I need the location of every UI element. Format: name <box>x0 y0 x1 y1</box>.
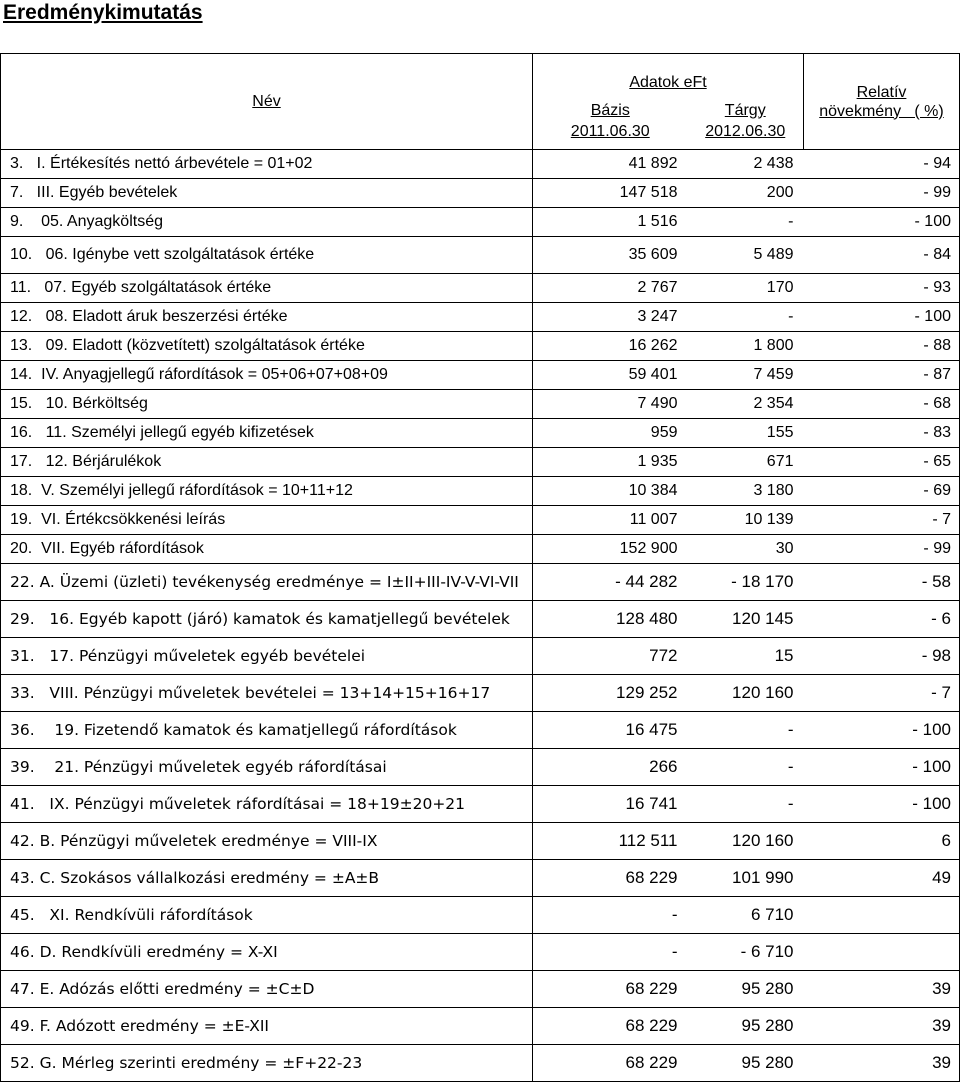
row-relative-value: - 68 <box>804 390 960 419</box>
page-title: Eredménykimutatás <box>3 1 203 24</box>
row-target-value: - 6 710 <box>688 934 804 971</box>
row-base-value: 266 <box>533 749 688 786</box>
row-target-value: 2 354 <box>688 390 804 419</box>
row-relative-value: - 65 <box>804 448 960 477</box>
row-target-value: 120 160 <box>688 823 804 860</box>
row-name: 45. XI. Rendkívüli ráfordítások <box>1 897 533 934</box>
row-name: 33. VIII. Pénzügyi műveletek bevételei = 13+14+15+16+17 <box>1 675 533 712</box>
row-name: 18. V. Személyi jellegű ráfordítások = 10+11+12 <box>1 477 533 506</box>
row-name: 36. 19. Fizetendő kamatok és kamatjellegű ráfordítások <box>1 712 533 749</box>
row-relative-value: - 100 <box>804 786 960 823</box>
table-row <box>1 860 960 897</box>
row-name: 19. VI. Értékcsökkenési leírás <box>1 506 533 535</box>
row-target-value: 15 <box>688 638 804 675</box>
row-name: 11. 07. Egyéb szolgáltatások értéke <box>1 274 533 303</box>
row-base-value: 128 480 <box>533 601 688 638</box>
row-target-value: - 18 170 <box>688 564 804 601</box>
row-base-value: 16 475 <box>533 712 688 749</box>
row-relative-value: - 7 <box>804 675 960 712</box>
table-row <box>1 1008 960 1045</box>
row-target-value: 95 280 <box>688 971 804 1008</box>
row-name: 7. III. Egyéb bevételek <box>1 179 533 208</box>
row-name: 17. 12. Bérjárulékok <box>1 448 533 477</box>
row-base-value: 1 516 <box>533 208 688 237</box>
table-row <box>1 675 960 712</box>
row-target-value: 120 160 <box>688 675 804 712</box>
row-relative-value: - 88 <box>804 332 960 361</box>
row-name: 20. VII. Egyéb ráfordítások <box>1 535 533 564</box>
table-row <box>1 564 960 601</box>
row-base-value: 16 741 <box>533 786 688 823</box>
row-base-value: - <box>533 934 688 971</box>
header-target-date: 2012.06.30 <box>705 122 786 140</box>
header-base-label: Bázis <box>590 101 630 119</box>
row-relative-value: - 98 <box>804 638 960 675</box>
row-relative-value: 6 <box>804 823 960 860</box>
table-row <box>1 237 960 274</box>
header-relative-line1: Relatív <box>856 83 907 101</box>
row-base-value: 59 401 <box>533 361 688 390</box>
row-name: 10. 06. Igénybe vett szolgáltatások értéke <box>1 237 533 274</box>
row-target-value: 10 139 <box>688 506 804 535</box>
row-base-value: - <box>533 897 688 934</box>
table-row <box>1 823 960 860</box>
row-base-value: 152 900 <box>533 535 688 564</box>
header-target <box>688 92 804 150</box>
row-name: 43. C. Szokásos vállalkozási eredmény = ±A±B <box>1 860 533 897</box>
row-relative-value: - 100 <box>804 749 960 786</box>
table-row <box>1 179 960 208</box>
row-base-value: 2 767 <box>533 274 688 303</box>
row-relative-value: 39 <box>804 1045 960 1082</box>
row-name: 3. I. Értékesítés nettó árbevétele = 01+02 <box>1 150 533 179</box>
row-relative-value: 49 <box>804 860 960 897</box>
row-target-value: - <box>688 712 804 749</box>
table-row <box>1 971 960 1008</box>
row-relative-value: - 6 <box>804 601 960 638</box>
table-row <box>1 1045 960 1082</box>
table-row <box>1 934 960 971</box>
row-name: 22. A. Üzemi (üzleti) tevékenység eredménye = I±II+III-IV-V-VI-VII <box>1 564 533 601</box>
row-target-value: 3 180 <box>688 477 804 506</box>
row-name: 42. B. Pénzügyi műveletek eredménye = VIII-IX <box>1 823 533 860</box>
header-base-date: 2011.06.30 <box>570 122 650 140</box>
row-target-value: 95 280 <box>688 1045 804 1082</box>
row-base-value: 68 229 <box>533 860 688 897</box>
header-target-label: Tárgy <box>724 101 766 119</box>
table-row <box>1 712 960 749</box>
row-relative-value <box>804 934 960 971</box>
table-row <box>1 390 960 419</box>
row-relative-value: 39 <box>804 971 960 1008</box>
header-group-adatok: Adatok eFt <box>533 54 804 93</box>
row-target-value: 5 489 <box>688 237 804 274</box>
row-base-value: 10 384 <box>533 477 688 506</box>
row-base-value: 1 935 <box>533 448 688 477</box>
row-target-value: 7 459 <box>688 361 804 390</box>
row-base-value: 11 007 <box>533 506 688 535</box>
row-name: 41. IX. Pénzügyi műveletek ráfordításai = 18+19±20+21 <box>1 786 533 823</box>
row-name: 46. D. Rendkívüli eredmény = X-XI <box>1 934 533 971</box>
table-row <box>1 274 960 303</box>
row-target-value: 155 <box>688 419 804 448</box>
row-base-value: 7 490 <box>533 390 688 419</box>
row-base-value: 68 229 <box>533 1008 688 1045</box>
table-row <box>1 448 960 477</box>
header-base <box>533 92 688 150</box>
row-name: 14. IV. Anyagjellegű ráfordítások = 05+06+07+08+09 <box>1 361 533 390</box>
row-relative-value: - 83 <box>804 419 960 448</box>
row-name: 15. 10. Bérköltség <box>1 390 533 419</box>
row-name: 9. 05. Anyagköltség <box>1 208 533 237</box>
table-row <box>1 303 960 332</box>
row-relative-value: - 94 <box>804 150 960 179</box>
table-row <box>1 477 960 506</box>
table-row <box>1 638 960 675</box>
row-target-value: 6 710 <box>688 897 804 934</box>
table-row <box>1 361 960 390</box>
row-base-value: 35 609 <box>533 237 688 274</box>
row-base-value: 3 247 <box>533 303 688 332</box>
row-target-value: 101 990 <box>688 860 804 897</box>
row-relative-value: - 100 <box>804 208 960 237</box>
table-row <box>1 601 960 638</box>
row-target-value: 170 <box>688 274 804 303</box>
row-target-value: 1 800 <box>688 332 804 361</box>
row-name: 29. 16. Egyéb kapott (járó) kamatok és kamatjellegű bevételek <box>1 601 533 638</box>
row-base-value: 112 511 <box>533 823 688 860</box>
row-base-value: 68 229 <box>533 971 688 1008</box>
table-row <box>1 506 960 535</box>
row-base-value: 147 518 <box>533 179 688 208</box>
row-base-value: 959 <box>533 419 688 448</box>
row-target-value: 120 145 <box>688 601 804 638</box>
row-base-value: 68 229 <box>533 1045 688 1082</box>
row-base-value: 129 252 <box>533 675 688 712</box>
row-relative-value: - 58 <box>804 564 960 601</box>
row-name: 49. F. Adózott eredmény = ±E-XII <box>1 1008 533 1045</box>
row-name: 12. 08. Eladott áruk beszerzési értéke <box>1 303 533 332</box>
income-statement-table <box>0 53 960 1082</box>
row-relative-value: 39 <box>804 1008 960 1045</box>
row-relative-value: - 100 <box>804 712 960 749</box>
row-relative-value: - 84 <box>804 237 960 274</box>
row-target-value: - <box>688 786 804 823</box>
row-base-value: 41 892 <box>533 150 688 179</box>
row-name: 31. 17. Pénzügyi műveletek egyéb bevételei <box>1 638 533 675</box>
row-relative-value: - 100 <box>804 303 960 332</box>
table-row <box>1 897 960 934</box>
row-relative-value: - 93 <box>804 274 960 303</box>
row-relative-value: - 87 <box>804 361 960 390</box>
row-relative-value: - 7 <box>804 506 960 535</box>
row-target-value: - <box>688 303 804 332</box>
row-target-value: 95 280 <box>688 1008 804 1045</box>
header-row-top <box>1 54 960 93</box>
row-name: 47. E. Adózás előtti eredmény = ±C±D <box>1 971 533 1008</box>
table-row <box>1 419 960 448</box>
row-target-value: 2 438 <box>688 150 804 179</box>
header-name: Név <box>1 54 533 150</box>
row-base-value: - 44 282 <box>533 564 688 601</box>
row-name: 39. 21. Pénzügyi műveletek egyéb ráfordításai <box>1 749 533 786</box>
row-base-value: 772 <box>533 638 688 675</box>
row-target-value: 30 <box>688 535 804 564</box>
table-row <box>1 150 960 179</box>
row-relative-value <box>804 897 960 934</box>
row-target-value: - <box>688 208 804 237</box>
row-target-value: 671 <box>688 448 804 477</box>
row-base-value: 16 262 <box>533 332 688 361</box>
header-relative-line2: növekmény ( %) <box>819 102 944 120</box>
row-name: 13. 09. Eladott (közvetített) szolgáltatások értéke <box>1 332 533 361</box>
row-relative-value: - 99 <box>804 535 960 564</box>
table-row <box>1 535 960 564</box>
row-target-value: 200 <box>688 179 804 208</box>
row-name: 52. G. Mérleg szerinti eredmény = ±F+22-23 <box>1 1045 533 1082</box>
row-name: 16. 11. Személyi jellegű egyéb kifizetések <box>1 419 533 448</box>
row-relative-value: - 99 <box>804 179 960 208</box>
row-relative-value: - 69 <box>804 477 960 506</box>
row-target-value: - <box>688 749 804 786</box>
header-relative <box>804 54 960 150</box>
table-row <box>1 786 960 823</box>
table-row <box>1 332 960 361</box>
table-row <box>1 749 960 786</box>
table-row <box>1 208 960 237</box>
